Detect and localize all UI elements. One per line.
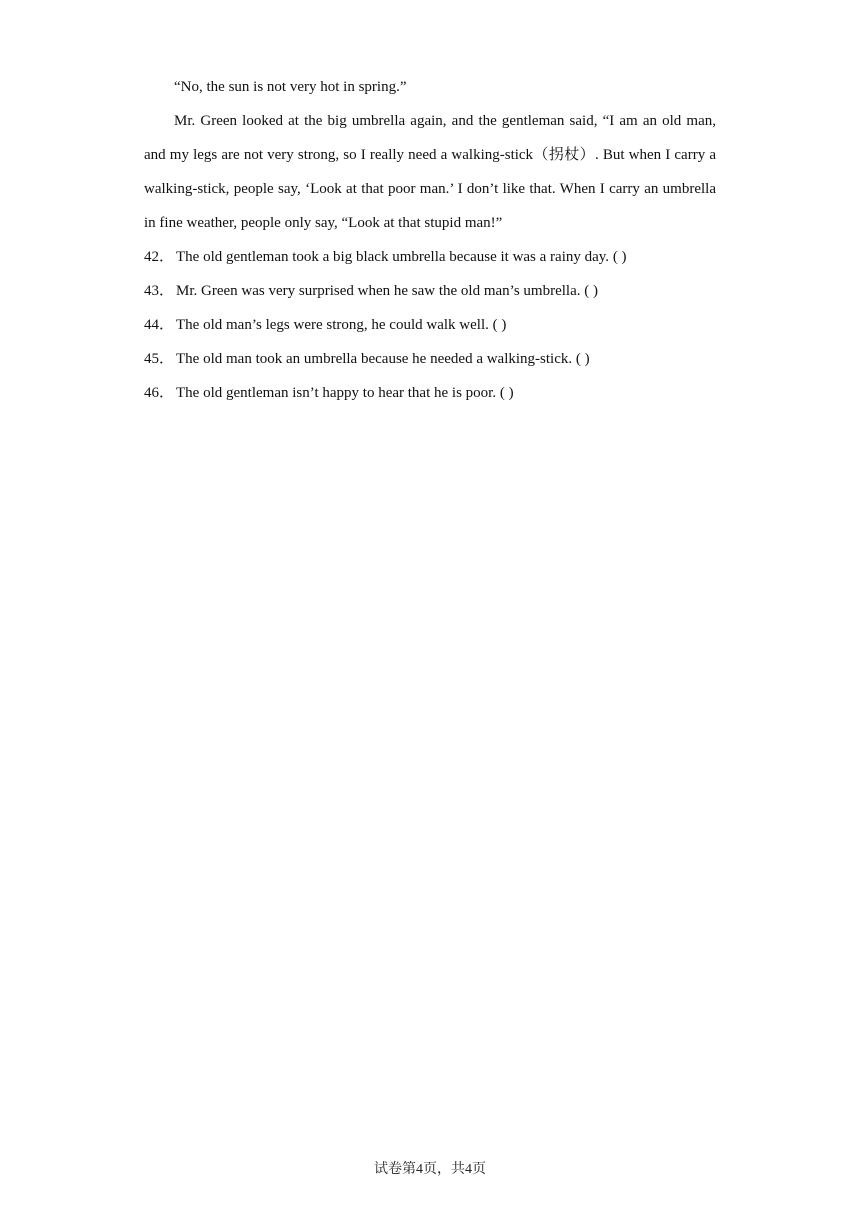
question-list	[144, 240, 716, 410]
question-text: The old gentleman isn’t happy to hear that he is poor.	[176, 385, 497, 401]
question-item	[144, 342, 716, 376]
question-number: 46．	[144, 385, 175, 401]
answer-blank: ( )	[612, 249, 627, 265]
question-item	[144, 274, 716, 308]
answer-blank: ( )	[584, 283, 598, 299]
question-item	[144, 240, 716, 274]
passage-paragraph-2: Mr. Green looked at the big umbrella again, and the gentleman said, “I am an old man, and my legs are not very strong, so I really need a walking-stick（拐杖）. But when I carry a walking-stick, people say, ‘Look at that poor man.’ I don’t like that. When I carry an umbrella in fine weather, people only say, “Look at that stupid man!”	[144, 113, 716, 231]
question-text: The old gentleman took a big black umbrella because it was a rainy day.	[176, 249, 610, 265]
question-text: Mr. Green was very surprised when he saw the old man’s umbrella.	[176, 283, 581, 299]
question-item	[144, 376, 716, 410]
question-text: The old man’s legs were strong, he could walk well.	[176, 317, 489, 333]
answer-blank: ( )	[575, 351, 590, 367]
question-number: 44．	[144, 317, 175, 333]
question-number: 45．	[144, 351, 175, 367]
passage-paragraph-1: “No, the sun is not very hot in spring.”	[174, 79, 407, 95]
answer-blank: ( )	[492, 317, 507, 333]
reading-section	[144, 70, 716, 410]
answer-blank: ( )	[499, 385, 514, 401]
question-number: 43．	[144, 283, 175, 299]
page-footer: 试卷第4页，共4页	[374, 1162, 486, 1177]
question-text: The old man took an umbrella because he needed a walking-stick.	[176, 351, 573, 367]
question-item	[144, 308, 716, 342]
question-number: 42．	[144, 249, 175, 265]
